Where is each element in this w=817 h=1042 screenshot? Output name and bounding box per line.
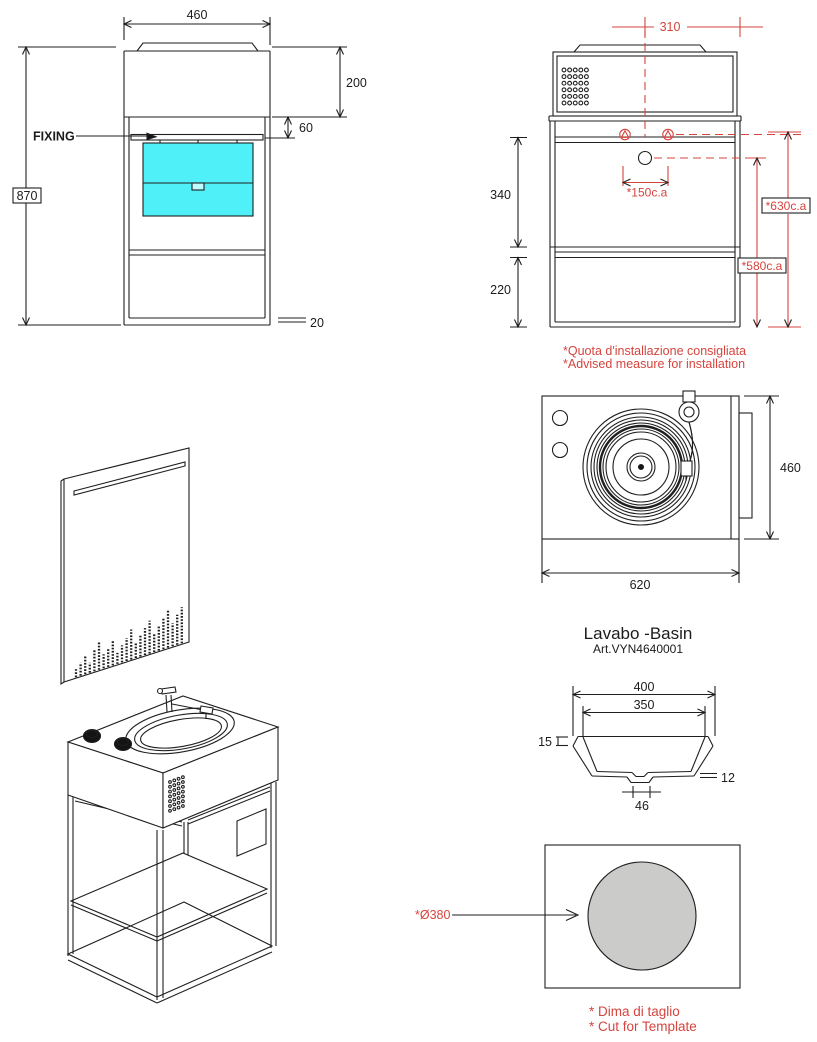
note-english: *Advised measure for installation xyxy=(563,357,746,371)
dim-580ca: *580c.a xyxy=(741,259,783,273)
dim-340: 340 xyxy=(490,188,511,202)
perspective-view xyxy=(61,448,278,1003)
siphon-box xyxy=(237,809,266,856)
dim-depth-460: 460 xyxy=(780,461,801,475)
installation-notes xyxy=(563,344,746,371)
template-cutout-circle xyxy=(588,862,696,970)
dim-top-200: 200 xyxy=(346,76,367,90)
water-outlet-circle xyxy=(639,152,652,165)
dim-630ca: *630c.a xyxy=(765,199,807,213)
mirror xyxy=(61,448,189,684)
dim-350: 350 xyxy=(633,698,655,712)
stand-shelf xyxy=(71,853,267,941)
knob-hole-1 xyxy=(553,411,568,426)
front-view xyxy=(13,8,367,330)
dim-width-460: 460 xyxy=(186,8,208,22)
note-italian: *Quota d'installazione consigliata xyxy=(563,344,747,358)
dim-400: 400 xyxy=(633,680,655,694)
dim-offset-60: 60 xyxy=(299,121,313,135)
dim-height-870: 870 xyxy=(16,189,38,203)
basin-profile xyxy=(573,737,713,783)
knob-hole-2 xyxy=(553,443,568,458)
cyan-highlight-panel xyxy=(143,143,253,216)
fixing-label: FIXING xyxy=(33,129,75,144)
installation-red-marks xyxy=(620,30,802,158)
front-view-highlight xyxy=(143,143,253,216)
basin-section-dimensions xyxy=(573,680,715,736)
template-note-italian: * Dima di taglio xyxy=(589,1004,680,1019)
dim-46: 46 xyxy=(635,799,649,813)
template-note-english: * Cut for Template xyxy=(589,1019,697,1034)
cyan-highlight-handle xyxy=(192,183,204,190)
fixing-callout xyxy=(33,130,156,144)
installation-view xyxy=(490,17,810,371)
wall-flange xyxy=(739,413,752,518)
dim-220: 220 xyxy=(490,283,511,297)
faucet-tonearm xyxy=(679,391,699,481)
dim-15: 15 xyxy=(538,735,552,749)
speaker-grid xyxy=(562,68,588,105)
dim-base-20: 20 xyxy=(310,316,324,330)
dim-width-620: 620 xyxy=(629,578,651,592)
dim-diameter-380: *Ø380 xyxy=(415,908,451,922)
top-view xyxy=(542,391,801,592)
basin-title: Lavabo -Basin xyxy=(583,624,693,643)
cut-template xyxy=(415,845,740,1034)
dim-310: 310 xyxy=(659,20,681,34)
basin-article-code: Art.VYN4640001 xyxy=(592,642,684,656)
basin-title-block xyxy=(584,624,693,656)
installation-dimensions xyxy=(490,17,810,327)
dim-12: 12 xyxy=(721,771,735,785)
dim-150ca: *150c.a xyxy=(626,185,668,200)
basin-section xyxy=(538,680,735,813)
basin-small-dimensions xyxy=(538,735,735,813)
